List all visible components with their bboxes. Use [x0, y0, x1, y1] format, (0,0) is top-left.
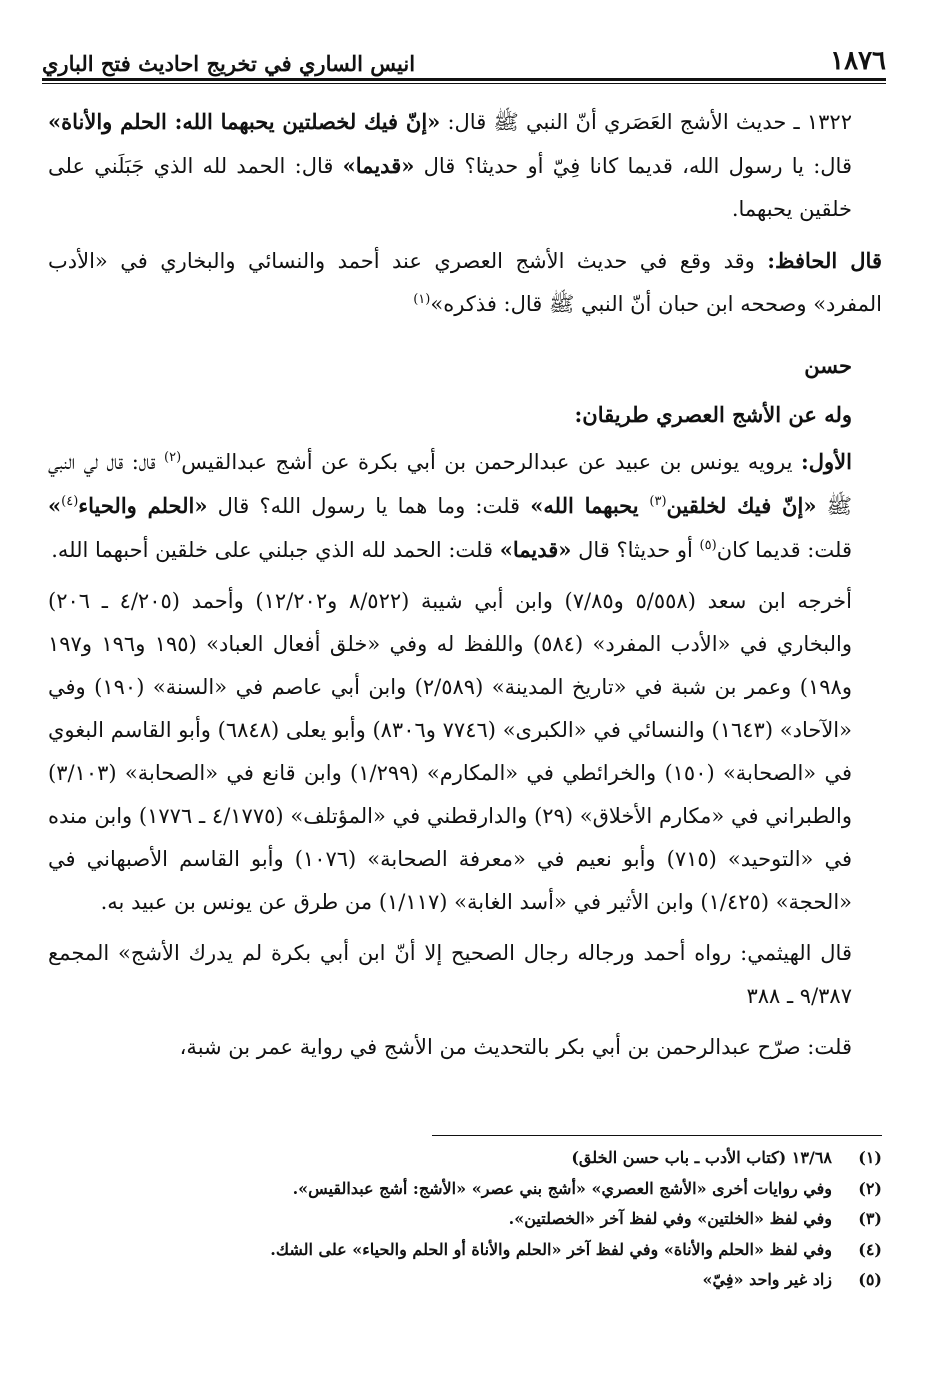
- footnote-number: (٤): [858, 1239, 882, 1259]
- footnote-ref-2: (٢): [164, 450, 182, 465]
- main-text: [48, 100, 882, 1077]
- first-way-quote: «إنّ فيك لخلقين: [666, 493, 817, 518]
- footnote-5: [48, 1265, 882, 1296]
- footnote-text: زاد غير واحد «فِيّ»: [702, 1270, 832, 1289]
- footnote-2: [48, 1174, 882, 1205]
- hadith-paragraph: [48, 100, 882, 231]
- grade-label: حسن: [804, 353, 852, 378]
- hadith-intro: ١٣٢٢ ـ حديث الأشج العَصَري أنّ النبي ﷺ قال:: [440, 110, 852, 134]
- first-way-isnad: يرويه يونس بن عبيد عن عبدالرحمن بن أبي بكرة عن أشج عبدالقيس: [181, 450, 802, 474]
- first-way-text: قال: قال لي النبي ﷺ: [48, 450, 852, 518]
- hadith-quote: «إنّ فيك لخصلتين يحبهما الله: الحلم والأناة»: [48, 109, 441, 134]
- hafiz-label: قال الحافظ:: [767, 248, 882, 273]
- takhrij-paragraph: أخرجه ابن سعد (٥/٥٥٨ و٧/٨٥) وابن أبي شيبة (٨/٥٢٢ و١٢/٢٠٢) وأحمد (٤/٢٠٥ ـ ٢٠٦) والبخاري في «الأدب المفرد» (٥٨٤) واللفظ له وفي «خلق أفعال العباد» (١٩٥ و١٩٦ و١٩٧ و١٩٨) وعمر بن شبة في «تاريخ المدينة» (٢/٥٨٩) وابن أبي عاصم في «السنة» (١٩٠) وفي «الآحاد» (١٦٤٣) والنسائي في «الكبرى» (٧٧٤٦ و٨٣٠٦) وأبو يعلى (٦٨٤٨) وأبو القاسم البغوي في «الصحابة» (١٥٠) والخرائطي في «المكارم» (١/٢٩٩) وابن قانع في «الصحابة» (٣/١٠٣) والطبراني في «مكارم الأخلاق» (٢٩) والدارقطني في «المؤتلف» (٤/١٧٧٥ ـ ١٧٧٦) وابن منده في «التوحيد» (٧١٥) وأبو نعيم في «معرفة الصحابة» (١٠٧٦) وأبو القاسم الأصبهاني في «الحجة» (١/٤٢٥) وابن الأثير في «أسد الغابة» (١/١١٧) من طرق عن يونس بن عبيد به.: [48, 589, 853, 914]
- first-way-label: الأول:: [801, 449, 852, 474]
- footnote-text: ١٣/٦٨ (كتاب الأدب ـ باب حسن الخلق): [571, 1148, 832, 1167]
- hadith-answer: «قديما»: [342, 153, 415, 178]
- footnote-text: وفي لفظ «الخلتين» وفي لفظ آخر «الخصلتين».: [508, 1209, 832, 1228]
- footnote-number: (٣): [858, 1209, 882, 1228]
- hadith-text: قال: يا رسول الله، قديما كانا فِيّ أو حديثا؟ قال: [414, 154, 852, 178]
- first-way-followup: قلت: قديما كان: [716, 538, 852, 562]
- hafiz-paragraph: [48, 239, 882, 326]
- footnotes: [48, 1143, 882, 1296]
- footnote-3: [48, 1204, 882, 1235]
- footnote-text: وفي روايات أخرى «الأشج العصري» «أشج بني عصر» «الأشج: أشج عبدالقيس».: [292, 1178, 832, 1198]
- ways-heading: وله عن الأشج العصري طريقان:: [574, 402, 852, 427]
- footnote-ref-1: (١): [413, 292, 431, 307]
- haythami-paragraph: قال الهيثمي: رواه أحمد ورجاله رجال الصحيح إلا أنّ ابن أبي بكرة لم يدرك الأشج» المجمع ٩/٣٨٧ ـ ٣٨٨: [48, 941, 852, 1008]
- first-way-quote-end: يحبهما الله»: [530, 493, 650, 518]
- first-way-answer-close: »: [48, 493, 62, 518]
- running-title: انيس الساري في تخريج احاديث فتح الباري: [42, 51, 416, 76]
- header-rule: [42, 78, 886, 81]
- first-way-answer: «الحلم والحياء: [78, 493, 208, 518]
- author-note-paragraph: قلت: صرّح عبدالرحمن بن أبي بكر بالتحديث من الأشج في رواية عمر بن شبة،: [179, 1035, 852, 1059]
- footnote-1: [48, 1143, 882, 1174]
- footnote-number: (٥): [858, 1270, 882, 1289]
- footnote-ref-3: (٣): [649, 494, 667, 509]
- first-way-followup-2: أو حديثا؟ قال: [571, 538, 700, 562]
- page-number: ١٨٧٦: [830, 46, 886, 76]
- footnote-text: وفي لفظ «الحلم والأناة» وفي لفظ آخر «الحلم والأناة أو الحلم والحياء» على الشك.: [270, 1239, 832, 1259]
- footnote-ref-5: (٥): [699, 538, 717, 553]
- footnote-separator: [432, 1135, 882, 1136]
- hafiz-text: وقد وقع في حديث الأشج العصري عند أحمد والنسائي والبخاري في «الأدب المفرد» وصححه ابن حبان أنّ النبي ﷺ قال: فذكره»: [48, 249, 882, 316]
- footnote-ref-4: (٤): [61, 494, 79, 509]
- header-rule-thin: [42, 83, 886, 84]
- footnote-number: (٢): [858, 1178, 882, 1198]
- footnote-4: [48, 1235, 882, 1266]
- footnote-number: (١): [858, 1148, 882, 1167]
- first-way-question: قلت: وما هما يا رسول الله؟ قال: [207, 494, 531, 518]
- first-way-closing: قلت: الحمد لله الذي جبلني على خلقين أحبهما الله.: [51, 538, 500, 562]
- first-way-paragraph: [48, 440, 882, 572]
- page-header: [42, 36, 886, 76]
- hadith-ending: قال: الحمد لله الذي جَبَلَني على خلقين يحبهما.: [48, 154, 852, 221]
- first-way-final-answer: «قديما»: [499, 537, 572, 562]
